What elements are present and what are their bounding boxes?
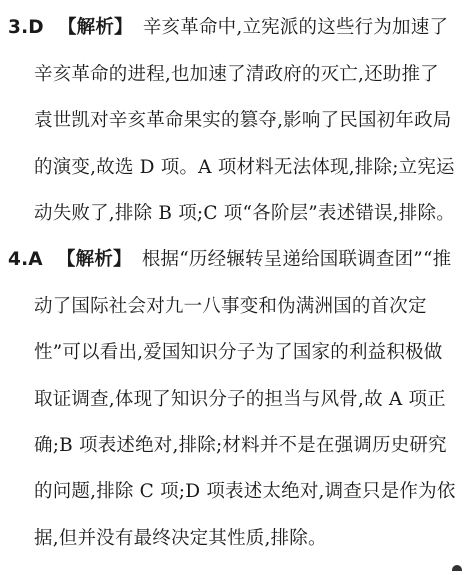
item-3-number: 3.D (8, 17, 44, 38)
item-3-line-5: 动失败了,排除 B 项;C 项“各阶层”表述错误,排除。 (34, 203, 455, 224)
item-4-text: 根据“历经辗转呈递给国联调查团”“推 (141, 249, 452, 270)
corner-ink-mark (452, 565, 462, 571)
item-3-line-2: 辛亥革命的进程,也加速了清政府的灭亡,还助推了 (34, 64, 439, 85)
item-3-line-4: 的演变,故选 D 项。A 项材料无法体现,排除;立宪运 (34, 157, 455, 178)
item-4-analysis-tag: 【解析】 (56, 249, 132, 270)
item-4-line-5: 确;B 项表述绝对,排除;材料并不是在强调历史研究 (34, 435, 447, 456)
item-4-line-1 (8, 240, 468, 280)
item-4-line-7: 据,但并没有最终决定其性质,排除。 (34, 528, 327, 549)
item-3-line-3: 袁世凯对辛亥革命果实的篡夺,影响了民国初年政局 (34, 110, 452, 131)
item-4-line-6: 的问题,排除 C 项;D 项表述太绝对,调查只是作为依 (34, 481, 456, 502)
item-3-line-1 (8, 8, 468, 48)
item-4-line-3: 性”可以看出,爱国知识分子为了国家的利益积极做 (34, 342, 443, 363)
item-4-line-2: 动了国际社会对九一八事变和伪满洲国的首次定 (34, 296, 427, 317)
item-3-analysis-tag: 【解析】 (57, 17, 133, 38)
item-3-text: 辛亥革命中,立宪派的这些行为加速了 (142, 17, 449, 38)
item-4-line-4: 取证调查,体现了知识分子的担当与风骨,故 A 项正 (34, 389, 446, 410)
item-4-number: 4.A (8, 249, 43, 270)
